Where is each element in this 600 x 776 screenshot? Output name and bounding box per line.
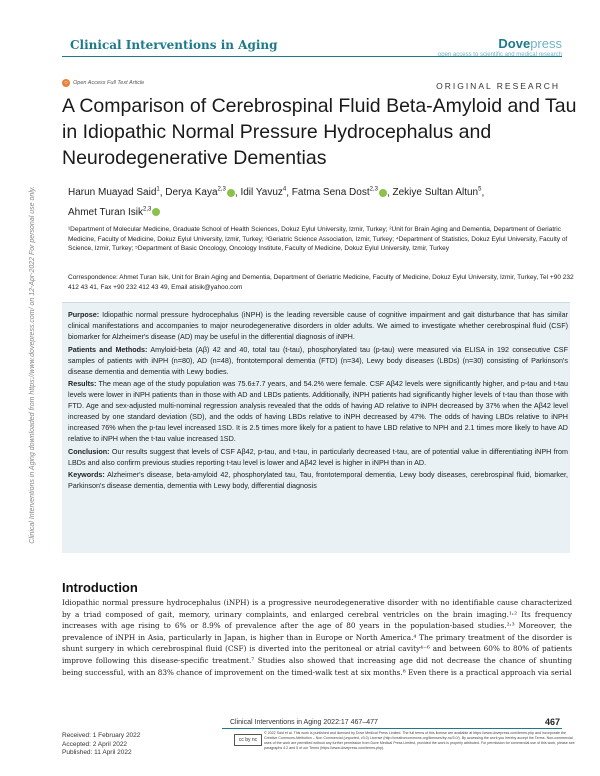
orcid-icon[interactable] [152, 208, 160, 216]
author-1[interactable]: Harun Muayad Said$^1$ [68, 187, 160, 199]
open-access-badge [62, 79, 144, 87]
abstract-purpose: Purpose: Idiopathic normal pressure hydrocephalus (iNPH) is the leading reversible cause of cognitive impairment and gait disturbance that has similar clinical manifestations and accompanies to major neurodegenerative disorders in older adults. We aimed to investigate whether cerebrospinal fluid (CSF) biomarker for Alzheimer's disease (AD) may be useful in the differential diagnosis of iNPH. [68, 310, 568, 341]
article-dates [62, 732, 140, 758]
author-6[interactable]: Ahmet Turan Isik$^{2,3}$ [68, 207, 160, 218]
author-3[interactable]: Idil Yavuz$^4$ [240, 187, 287, 199]
received-date: Received: 1 February 2022 [62, 732, 141, 739]
cc-license-icon[interactable]: cc by nc [234, 734, 262, 746]
footer-rule [222, 728, 562, 729]
accepted-date: Accepted: 2 April 2022 [62, 740, 128, 748]
download-watermark: Clinical Interventions in Aging downloaded from https://www.dovepress.com/ on 12-Apr-2022 For personal use only. [29, 186, 36, 544]
published-date: Published: 11 April 2022 [62, 749, 132, 756]
header-rule [62, 56, 562, 57]
open-access-label: Open Access Full Text Article [73, 80, 145, 86]
author-2[interactable]: Derya Kaya$^{2,3}$ [165, 187, 235, 198]
article-title: A Comparison of Cerebrospinal Fluid Beta-Amyloid and Tau in Idiopathic Normal Pressure Hydrocephalus and Neurodegenerative Dementias [62, 95, 577, 169]
introduction-text: Idiopathic normal pressure hydrocephalus (iNPH) is a progressive neurodegenerative disorder with no identifiable cause characterized by a triad composed of gait, memory, urinary complaints, and enlarged cerebral ventricles on the brain imaging.¹˒² Its frequency increases with age rising to 6% or 8.9% of prevalence after the age of 80 years in the population-based studies.²˒³ Moreover, the prevalence of iNPH in Asia, particularly in Japan, is higher than in Europe or North America.⁴ The primary treatment of the disorder is shunt surgery in which cerebrospinal fluid (CSF) is diverted into the peritoneal or atrial cavity⁴⁻⁶ and between 60% to 80% of patients improve following this disease-specific treatment.⁷ Studies also showed that increasing age did not decrease the chance of shunting being successful, with an 83% chance of improvement on the timed-walk test at six months.⁸ Even there is a practical approach via serial [62, 598, 572, 677]
abstract-methods: Patients and Methods: Amyloid-beta (Aβ) 42 and 40, total tau (t-tau), phosphorylated tau (p-tau) were measured via ELISA in 192 consecutive CSF samples of patients with iNPH (n=80), AD (n=48), frontotemporal dementia (FTD) (n=34), Lewy body diseases (LBDs) (n=30) consisting of Parkinson's disease dementia and dementia with Lewy bodies. [68, 344, 568, 376]
license-text: © 2022 Said et al. This work is published and licensed by Dove Medical Press Limited. The full terms of this license are available at https://www.dovepress.com/terms.php and incorporate the Creative Commons Attribution – Non Commercial (unported, v3.0) License (http://creativecommons.org/licenses/by-nc/3.0/). By accessing the work you hereby accept the Terms. Non-commercial uses of the work are permitted without any further permission from Dove Medical Press Limited, provided the work is properly attributed. For permission for commercial use of this work, please see paragraphs 4.2 and 5 of our Terms (https://www.dovepress.com/terms.php). [264, 731, 575, 750]
author-5[interactable]: Zekiye Sultan Altun$^5$ [392, 187, 482, 199]
orcid-icon[interactable] [227, 189, 235, 197]
abstract-conclusion: Conclusion: Our results suggest that levels of CSF Aβ42, p-tau, and t-tau, in particularly decreased t-tau, are of potential value in differentiating iNPH from LBDs and also confirm previous studies reporting t-tau level is lower and Aβ42 level is higher in iNPH than in AD. [68, 446, 568, 467]
abstract-results: Results: The mean age of the study population was 75.6±7.7 years, and 54.2% were female. CSF Aβ42 levels were significantly higher, and p-tau and t-tau levels were lower in iNPH patients than in those with AD and LBDs patients. Additionally, iNPH patients had significantly higher levels of t-tau than those with FTD. Age and sex-adjusted multi-nominal regression analysis revealed that the odds of having AD relative to iNPH decreased by 37% when the Aβ42 level increased by one standard deviation (SD), and the odds of having LBDs relative to iNPH decreased by 47%. The odds of having LBDs relative to iNPH increased 76% when the p-tau level increased 1SD. It is 2.5 times more likely for a patient to have LBD relative to NPH and 2.1 times more likely to have AD relative to iNPH when the t-tau value increased 1SD. [68, 379, 568, 443]
abstract [68, 309, 568, 493]
footer-citation: Clinical Interventions in Aging 2022:17 467–477 [230, 719, 378, 726]
correspondence: Correspondence: Ahmet Turan Isik, Unit for Brain Aging and Dementia, Department of Geriatric Medicine, Faculty of Medicine, Dokuz Eylul University, Izmir, Turkey, Tel +90 232 412 43 41, Fax +90 232 412 43 49, Email atisik@yahoo.com [68, 274, 574, 291]
author-list: Harun Muayad Said$^1$, Derya Kaya$^{2,3}$ , Idil Yavuz$^4$, Fatma Sena Dost$^{2,3}$ , Zekiye Sultan Altun$^5$, Ahmet Turan Isik$^{2,3}$ [68, 187, 485, 218]
abstract-keywords: Keywords: Alzheimer's disease, beta-amyloid 42, phosphorylated tau, Tau, frontotemporal dementia, Lewy body diseases, cerebrospinal fluid, biomarker, Parkinson's disease dementia, dementia with Lewy body, differential diagnosis [68, 470, 568, 490]
page-number: 467 [544, 717, 560, 727]
open-lock-icon: ○ [62, 79, 70, 87]
publisher-logo [438, 36, 562, 58]
publisher-name-light: press [530, 36, 562, 51]
publisher-name-bold: Dove [498, 36, 531, 51]
orcid-icon[interactable] [379, 189, 387, 197]
affiliations: ¹Department of Molecular Medicine, Graduate School of Health Sciences, Dokuz Eylul University, Izmir, Turkey; ²Unit for Brain Aging and Dementia, Department of Geriatric Medicine, Faculty of Medicine, Dokuz Eylul University, Izmir, Turkey; ³Geriatric Science Association, Izmir, Turkey; ⁴Department of Statistics, Dokuz Eylul University, Faculty of Science, Izmir, Turkey; ⁵Department of Basic Oncology, Oncology Institute, Faculty of Medicine, Dokuz Eylul University, Izmir, Turkey [68, 226, 568, 252]
section-label: ORIGINAL RESEARCH [436, 81, 560, 91]
publisher-tagline: open access to scientific and medical research [437, 52, 562, 58]
author-4[interactable]: Fatma Sena Dost$^{2,3}$ [292, 187, 387, 198]
journal-title: Clinical Interventions in Aging [70, 38, 278, 52]
introduction-heading: Introduction [62, 580, 138, 595]
